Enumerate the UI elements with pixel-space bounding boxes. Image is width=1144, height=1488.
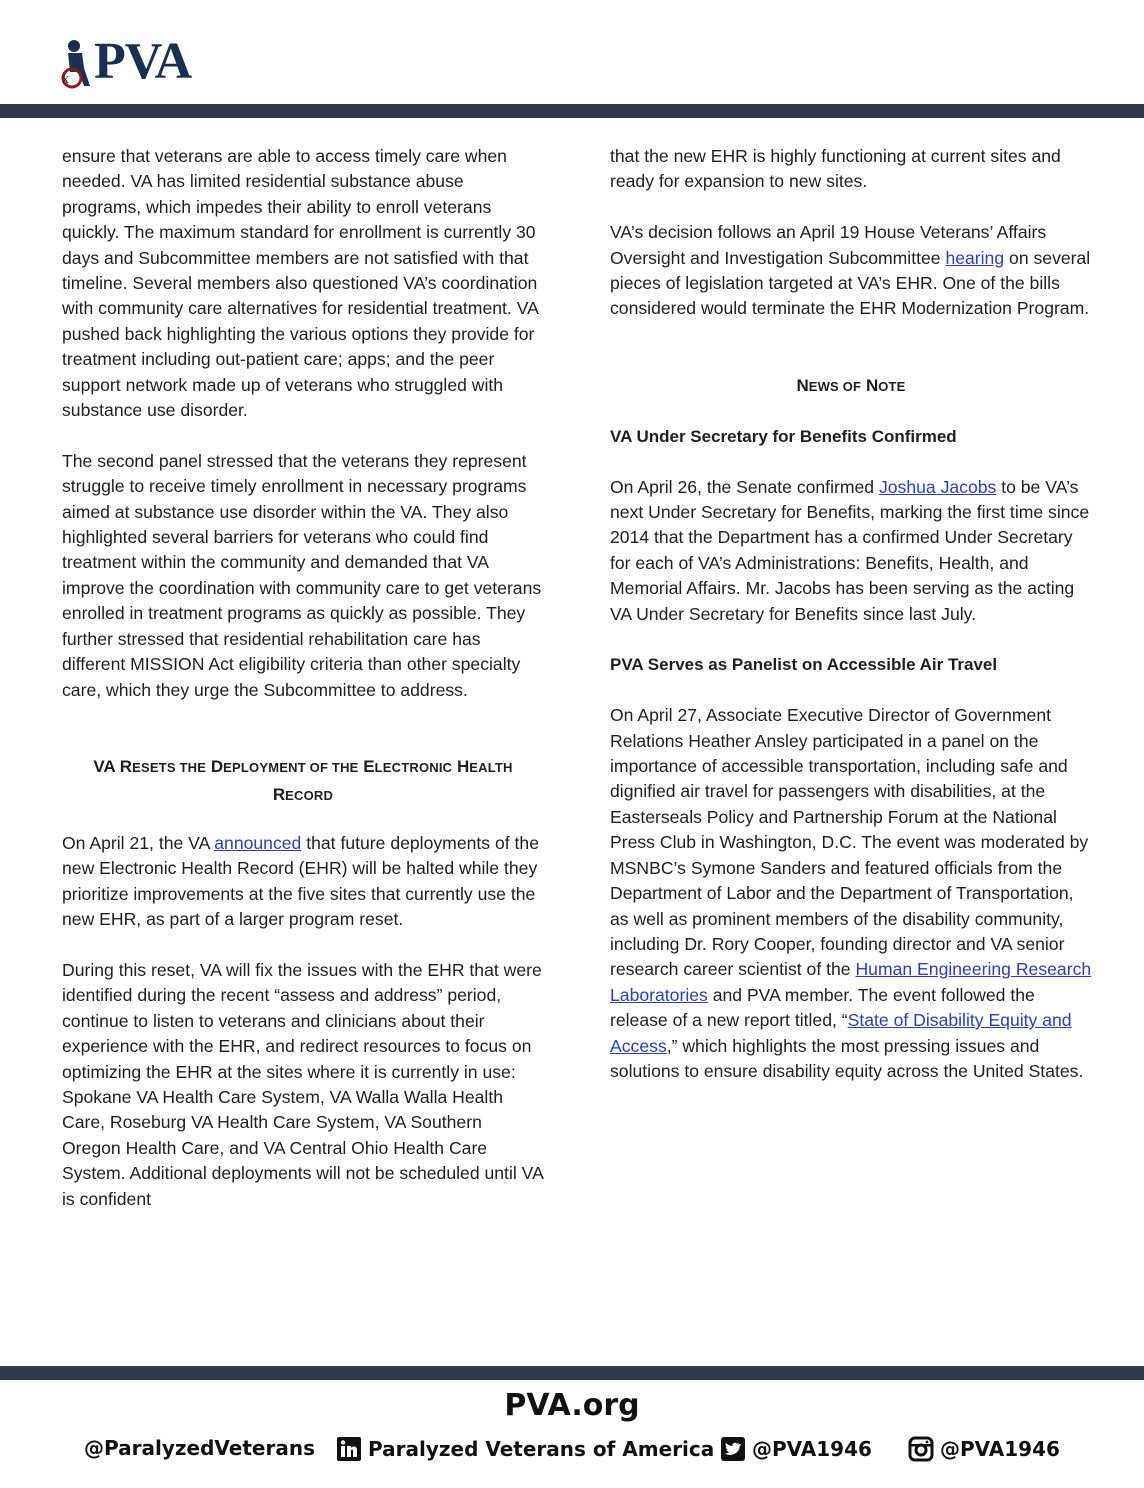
paragraph: VA’s decision follows an April 19 House Veterans’ Affairs Oversight and Investigation Subcommittee hearing on several pieces of legislation targeted at VA’s EHR. One of the bills considered would terminate the EHR Modernization Program. <box>610 222 1091 319</box>
subheading-under-secretary: VA Under Secretary for Benefits Confirmed <box>610 426 957 446</box>
twitter-icon <box>720 1436 746 1462</box>
twitter-link[interactable]: @PVA1946 <box>720 1436 872 1462</box>
linkedin-link[interactable]: Paralyzed Veterans of America <box>336 1436 714 1462</box>
facebook-handle[interactable]: @ParalyzedVeterans <box>84 1436 315 1460</box>
right-column <box>610 144 1092 1110</box>
linkedin-icon <box>336 1436 362 1462</box>
instagram-link[interactable]: @PVA1946 <box>908 1436 1060 1462</box>
footer-divider <box>0 1366 1144 1380</box>
footer-website-link[interactable]: PVA.org <box>504 1388 640 1423</box>
joshua-jacobs-link[interactable]: Joshua Jacobs <box>878 476 997 497</box>
paragraph: During this reset, VA will fix the issues with the EHR that were identified during the recent “assess and address” period, continue to listen to veterans and clinicians about their experience with the EHR, and redirect resources to focus on optimizing the EHR at the sites where it is currently in use: Spokane VA Health Care System, VA Walla Walla Health Care, Roseburg VA Health Care System, VA Southern Oregon Health Care, and VA Central Ohio Health Care System. Additional deployments will not be scheduled until VA is confident <box>62 959 543 1209</box>
header-divider <box>0 104 1144 118</box>
paragraph: The second panel stressed that the veterans they represent struggle to receive timely enrollment in necessary programs aimed at substance use disorder within the VA. They also highlighted several barriers for veterans who could find treatment within the community and demanded that VA improve the coordination with community care to get veterans enrolled in treatment programs as quickly as possible. They further stressed that residential rehabilitation care has different MISSION Act eligibility criteria than other specialty care, which they urge the Subcommittee to address. <box>62 450 542 700</box>
paragraph: ensure that veterans are able to access timely care when needed. VA has limited residential substance abuse programs, which impedes their ability to enroll veterans quickly. The maximum standard for enrollment is currently 30 days and Subcommittee members are not satisfied with that timeline. Several members also questioned VA’s coordination with community care alternatives for residential treatment. VA pushed back highlighting the various options they provide for treatment including out-patient care; apps; and the peer support network made up of veterans who struggled with substance use disorder. <box>62 146 538 421</box>
pva-logo[interactable] <box>60 33 210 92</box>
paragraph: that the new EHR is highly functioning at current sites and ready for expansion to new sites. <box>610 146 1061 192</box>
logo-wordmark: PVA <box>94 33 192 90</box>
paragraph: On April 21, the VA announced that future deployments of the new Electronic Health Record (EHR) will be halted while they prioritize improvements at the five sites that currently use the new EHR, as part of a larger program reset. <box>62 832 539 930</box>
subheading-air-travel: PVA Serves as Panelist on Accessible Air Travel <box>610 655 998 675</box>
report-link[interactable]: State of Disability Equity and Access <box>610 1010 1072 1056</box>
logo-marker: x <box>62 72 69 87</box>
paragraph: On April 26, the Senate confirmed Joshua Jacobs to be VA’s next Under Secretary for Benefits, marking the first time since 2014 that the Department has a confirmed Under Secretary for each of VA’s Administrations: Benefits, Health, and Memorial Affairs. Mr. Jacobs has been serving as the acting VA Under Secretary for Benefits since last July. <box>610 476 1090 624</box>
section-heading-news: NEWS OF NOTE <box>796 375 906 395</box>
instagram-icon <box>908 1436 934 1462</box>
herl-link[interactable]: Human Engineering Research Laboratories <box>610 959 1092 1005</box>
section-heading-ehr: VA RESETS THE DEPLOYMENT OF THE ELECTRONIC HEALTH RECORD <box>93 756 513 804</box>
paragraph: On April 27, Associate Executive Director of Government Relations Heather Ansley participated in a panel on the importance of accessible transportation, including safe and dignified air travel for passengers with disabilities, at the Easterseals Policy and Partnership Forum at the National Press Club in Washington, D.C. The event was moderated by MSNBC’s Symone Sanders and featured officials from the Department of Labor and the Department of Transportation, as well as prominent members of the disability community, including Dr. Rory Cooper, founding director and VA senior research career scientist of the Human Engineering Research Laboratories and PVA member. The event followed the release of a new report titled, “State of Disability Equity and Access,” which highlights the most pressing issues and solutions to ensure disability equity across the United States. <box>610 705 1092 1081</box>
announced-link[interactable]: announced <box>214 832 302 853</box>
left-column <box>62 144 544 1237</box>
footer-socials <box>0 1436 1144 1466</box>
hearing-link[interactable]: hearing <box>945 247 1005 268</box>
